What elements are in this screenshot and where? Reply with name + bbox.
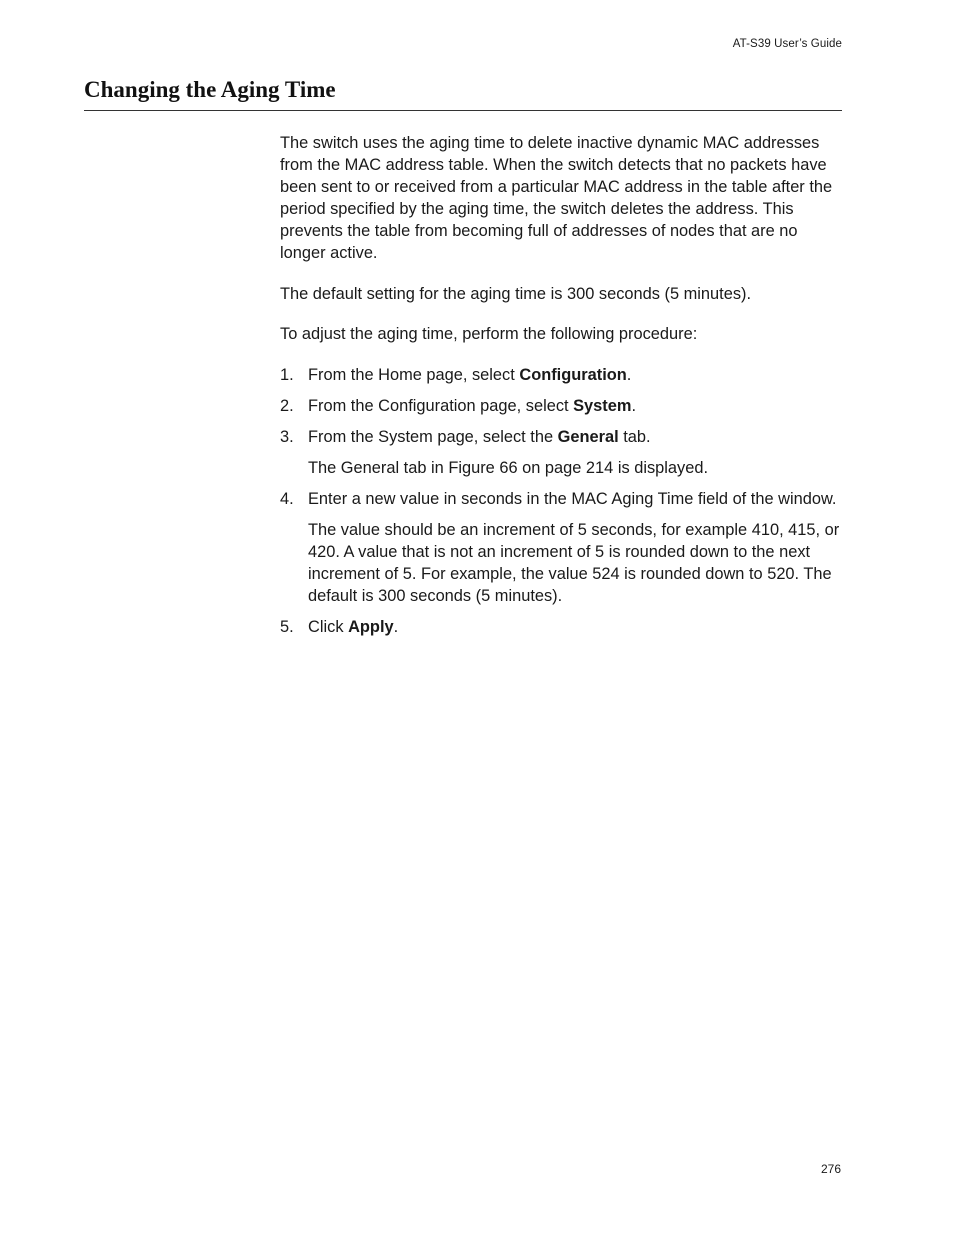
step-text: From the Home page, select Configuration. (308, 366, 632, 384)
step-note: The value should be an increment of 5 seconds, for example 410, 415, or 420. A value that is not an increment of 5 is rounded down to the next increment of 5. For example, the value 524 is rounded down to 520. The default is 300 seconds (5 minutes). (308, 521, 840, 605)
step-number: 2. (280, 397, 294, 415)
section-title: Changing the Aging Time (84, 77, 336, 102)
body-text (280, 132, 846, 647)
procedure-steps (280, 364, 846, 638)
step-text: From the Configuration page, select System. (308, 397, 636, 415)
default-setting-paragraph: The default setting for the aging time is 300 seconds (5 minutes). (280, 285, 752, 303)
running-header: AT-S39 User’s Guide (732, 38, 842, 50)
ui-term-apply: Apply (348, 618, 394, 636)
title-rule (84, 110, 842, 111)
ui-term-system: System (573, 397, 632, 415)
procedure-lead: To adjust the aging time, perform the following procedure: (280, 325, 698, 343)
step-3 (280, 426, 846, 479)
step-number: 1. (280, 366, 294, 384)
intro-paragraph: The switch uses the aging time to delete inactive dynamic MAC addresses from the MAC address table. When the switch detects that no packets have been sent to or received from a particular MAC address in the table after the period specified by the aging time, the switch deletes the address. This prevents the table from becoming full of addresses of nodes that are no longer active. (280, 134, 833, 262)
ui-term-general: General (557, 428, 619, 446)
step-text: From the System page, select the General tab. (308, 428, 651, 446)
step-number: 5. (280, 618, 294, 636)
step-number: 4. (280, 490, 294, 508)
step-text: Click Apply. (308, 618, 399, 636)
step-note: The General tab in Figure 66 on page 214 is displayed. (308, 459, 709, 477)
step-2 (280, 395, 846, 417)
step-4 (280, 488, 846, 607)
step-text: Enter a new value in seconds in the MAC Aging Time field of the window. (308, 490, 837, 508)
page-number: 276 (820, 1162, 841, 1176)
step-number: 3. (280, 428, 294, 446)
ui-term-configuration: Configuration (519, 366, 627, 384)
step-5 (280, 616, 846, 638)
step-1 (280, 364, 846, 386)
